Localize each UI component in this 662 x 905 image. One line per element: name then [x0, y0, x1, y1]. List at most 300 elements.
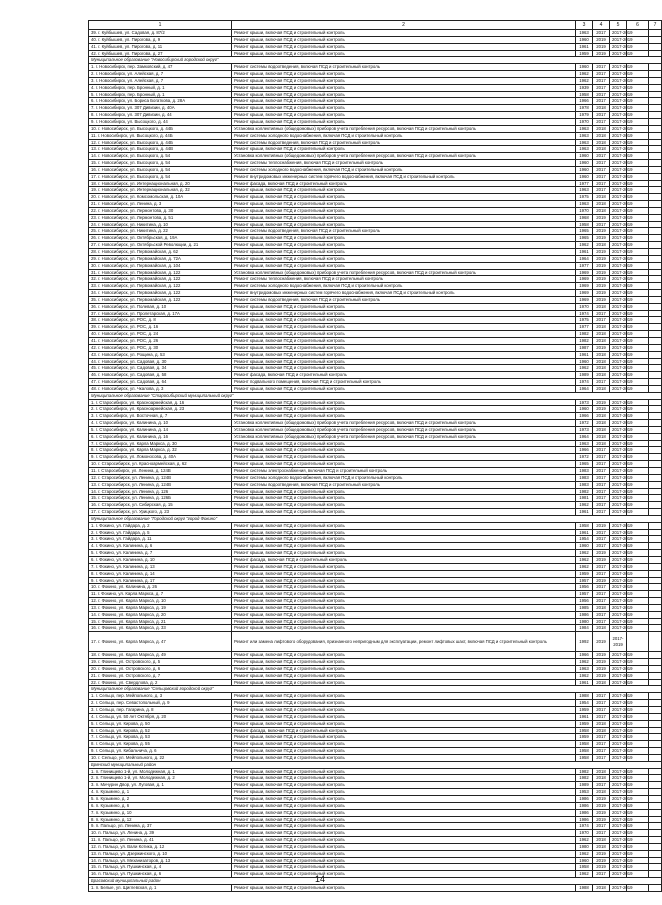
plan-year-cell: 2017 — [593, 591, 610, 598]
work-type-cell: Ремонт системы водоотведения, включая ПСД и строительный контроль — [232, 481, 576, 488]
address-cell — [89, 618, 232, 625]
address-text: г. Старосибирск, ул. Ленина, д. 124В — [97, 468, 171, 473]
work-type-cell: Ремонт крыши, включая ПСД и строительный контроль — [232, 488, 576, 495]
work-type-cell: Ремонт системы водоотведения, включая ПСД и строительный контроль — [232, 64, 576, 71]
row-number: 3. — [91, 77, 95, 83]
build-year-cell: 1969 — [576, 296, 593, 303]
row-number: 26. — [91, 235, 97, 241]
build-year-cell: 1982 — [576, 775, 593, 782]
row-number: 3. — [91, 536, 95, 542]
address-cell — [89, 816, 232, 823]
address-text: г. Фокино, ул. Гайдара, д. 11 — [95, 536, 152, 542]
work-type-cell: Ремонт системы электроснабжения, включая ПСД и строительный контроль — [232, 468, 576, 475]
address-cell — [89, 598, 232, 605]
table-row — [89, 344, 662, 351]
work-type-cell: Ремонт крыши, включая ПСД и строительный контроль — [232, 509, 576, 516]
address-cell — [89, 536, 232, 543]
address-text: г. Новосибирск, ул. Чкалова, д. 3 — [98, 385, 164, 391]
group-header-row — [89, 57, 662, 64]
address-cell — [89, 591, 232, 598]
build-year-cell: 1958 — [576, 221, 593, 228]
plan-year-cell: 2019 — [593, 235, 610, 242]
address-text: г. Старосибирск, ул. Калинина, д. 10 — [95, 420, 168, 426]
period-cell: 2017-2019 — [610, 187, 627, 194]
build-year-cell: 1963 — [576, 665, 593, 672]
address-cell — [89, 632, 232, 652]
build-year-cell: 1963 — [576, 201, 593, 208]
address-text: г. Фокино, ул. Карла Маркса, д. 21 — [98, 618, 166, 624]
work-type-cell: Ремонт крыши, включая ПСД и строительный контроль — [232, 754, 576, 761]
period-cell: 2017-2019 — [610, 173, 627, 180]
row-number: 9. — [91, 823, 95, 829]
plan-year-cell: 2019 — [593, 406, 610, 413]
period-cell: 2017-2019 — [610, 194, 627, 201]
extra-cell-2 — [649, 536, 662, 543]
plan-year-cell: 2017 — [593, 488, 610, 495]
period-cell: 2017-2019 — [610, 563, 627, 570]
period-cell: 2017-2019 — [610, 351, 627, 358]
period-cell: 2017-2019 — [610, 474, 627, 481]
row-number: 12. — [91, 474, 97, 480]
table-row — [89, 385, 662, 392]
build-year-cell: 1988 — [576, 884, 593, 891]
work-type-cell: Ремонт системы холодного водоснабжения, включая ПСД и строительный контроль — [232, 166, 576, 173]
work-type-cell: Ремонт крыши, включая ПСД и строительный контроль — [232, 385, 576, 392]
address-text: г. Новосибирск, ул. Алейская, д. 7 — [95, 77, 164, 83]
extra-cell-2 — [649, 720, 662, 727]
address-cell — [89, 71, 232, 78]
period-cell: 2017-2019 — [610, 652, 627, 659]
extra-cell-2 — [649, 207, 662, 214]
extra-cell-2 — [649, 344, 662, 351]
work-type-cell: Ремонт фасада, включая ПСД и строительный контроль — [232, 372, 576, 379]
table-row — [89, 672, 662, 679]
table-row — [89, 372, 662, 379]
plan-year-cell: 2017 — [593, 64, 610, 71]
work-type-cell: Ремонт крыши, включая ПСД и строительный контроль — [232, 406, 576, 413]
row-number: 43. — [91, 351, 97, 357]
table-row — [89, 665, 662, 672]
address-cell — [89, 36, 232, 43]
plan-year-cell: 2019 — [593, 795, 610, 802]
address-cell — [89, 255, 232, 262]
address-text: г. Новосибирск, ул. Высоцкого, д. 44Б — [98, 125, 173, 131]
extra-cell-2 — [649, 782, 662, 789]
row-number: 8. — [91, 112, 95, 118]
build-year-cell: 1957 — [576, 577, 593, 584]
plan-year-cell: 2019 — [593, 214, 610, 221]
extra-cell-2 — [649, 351, 662, 358]
address-cell — [89, 700, 232, 707]
work-type-cell: Ремонт крыши, включая ПСД и строительный контроль — [232, 864, 576, 871]
group-title: Муниципальное образование "Новосибирский городской округ" — [89, 57, 662, 64]
build-year-cell: 1962 — [576, 556, 593, 563]
plan-year-cell: 2017 — [593, 509, 610, 516]
extra-cell-2 — [649, 385, 662, 392]
address-text: г. Новосибирск, ул. Высоцкого, д. 44В — [98, 146, 174, 152]
period-cell: 2017-2019 — [610, 754, 627, 761]
build-year-cell: 1988 — [576, 693, 593, 700]
work-type-cell: Ремонт системы водоотведения, включая ПСД и строительный контроль — [232, 296, 576, 303]
plan-year-cell: 2017 — [593, 502, 610, 509]
address-cell — [89, 543, 232, 550]
row-number: 45. — [91, 365, 97, 371]
extra-cell-2 — [649, 665, 662, 672]
table-row — [89, 843, 662, 850]
row-number: 39. — [91, 30, 97, 35]
work-type-cell: Ремонт крыши, включая ПСД и строительный контроль — [232, 536, 576, 543]
extra-cell-2 — [649, 433, 662, 440]
address-cell — [89, 139, 232, 146]
work-type-cell: Ремонт крыши, включая ПСД и строительный контроль — [232, 43, 576, 50]
row-number: 15. — [91, 160, 97, 166]
table-row — [89, 823, 662, 830]
work-type-cell: Ремонт крыши, включая ПСД и строительный контроль — [232, 816, 576, 823]
work-type-cell: Ремонт крыши, включая ПСД и строительный контроль — [232, 201, 576, 208]
table-row — [89, 207, 662, 214]
plan-year-cell: 2017 — [593, 118, 610, 125]
period-cell: 2017-2019 — [610, 379, 627, 386]
address-text: п. Кузьмино, д. 10 — [95, 809, 132, 815]
work-type-cell: Ремонт крыши, включая ПСД и строительный контроль — [232, 782, 576, 789]
address-cell — [89, 262, 232, 269]
row-number: 4. — [91, 84, 95, 90]
plan-year-cell: 2019 — [593, 864, 610, 871]
row-number: 31. — [91, 269, 97, 275]
page-number: 14 — [314, 874, 325, 884]
row-number: 7. — [91, 563, 95, 569]
address-text: г. Сельцо, ул. Мейпольного, д. 22 — [98, 754, 165, 760]
build-year-cell: 1939 — [576, 84, 593, 91]
work-type-cell: Ремонт крыши, включая ПСД и строительный контроль — [232, 502, 576, 509]
period-cell: 2017-2019 — [610, 529, 627, 536]
table-row — [89, 454, 662, 461]
row-number: 1. — [91, 768, 95, 774]
period-cell: 2017-2019 — [610, 290, 627, 297]
work-type-cell: Ремонт крыши, включая ПСД и строительный контроль — [232, 563, 576, 570]
address-cell — [89, 317, 232, 324]
period-cell: 2017-2019 — [610, 84, 627, 91]
row-number: 8. — [91, 447, 95, 453]
build-year-cell: 1986 — [576, 809, 593, 816]
address-text: г. Новосибирск, ул. Лермонтова, д. 51 — [98, 214, 174, 220]
plan-year-cell: 2017 — [593, 734, 610, 741]
period-cell: 2017-2019 — [610, 795, 627, 802]
table-row — [89, 830, 662, 837]
build-year-cell: 1969 — [576, 283, 593, 290]
row-number: 8. — [91, 816, 95, 822]
address-text: г. Старосибирск, ул. Ломоносова, д. 40А — [95, 454, 177, 460]
plan-year-cell: 2018 — [593, 884, 610, 891]
plan-year-cell: 2017 — [593, 30, 610, 37]
work-type-cell: Ремонт крыши, включая ПСД и строительный контроль — [232, 249, 576, 256]
row-number: 6. — [91, 556, 95, 562]
address-text: г. Фокино, ул. Калинина, д. 7 — [95, 550, 153, 556]
row-number: 12. — [91, 598, 97, 604]
row-number: 2. — [91, 71, 95, 77]
build-year-cell: 1954 — [576, 700, 593, 707]
plan-year-cell: 2017 — [593, 474, 610, 481]
period-cell: 2017-2019 — [610, 337, 627, 344]
plan-year-cell: 2017 — [593, 570, 610, 577]
table-row — [89, 310, 662, 317]
build-year-cell: 1979 — [576, 112, 593, 119]
address-cell — [89, 385, 232, 392]
period-cell: 2017-2019 — [610, 570, 627, 577]
table-row — [89, 509, 662, 516]
work-type-cell: Ремонт крыши, включая ПСД и строительный контроль — [232, 707, 576, 714]
period-cell: 2017-2019 — [610, 372, 627, 379]
build-year-cell: 1959 — [576, 734, 593, 741]
period-cell: 2017-2019 — [610, 406, 627, 413]
period-cell: 2017-2019 — [610, 884, 627, 891]
address-cell — [89, 509, 232, 516]
plan-year-cell: 2018 — [593, 789, 610, 796]
table-row — [89, 864, 662, 871]
extra-cell-2 — [649, 632, 662, 652]
address-text: г. Старосибирск, ул. Сибирская, д. 15 — [98, 502, 173, 508]
row-number: 48. — [91, 385, 97, 391]
header-col-1: 1 — [89, 21, 232, 30]
table-row — [89, 611, 662, 618]
period-cell: 2017-2019 — [610, 262, 627, 269]
table-row — [89, 502, 662, 509]
table-row — [89, 77, 662, 84]
row-number: 29. — [91, 255, 97, 261]
period-cell: 2017-2019 — [610, 77, 627, 84]
address-cell — [89, 563, 232, 570]
address-cell — [89, 550, 232, 557]
address-text: п. Пальцо, ул. Пушкинская, д. 6 — [98, 871, 162, 877]
table-row — [89, 550, 662, 557]
period-cell: 2017-2019 — [610, 741, 627, 748]
plan-year-cell: 2018 — [593, 604, 610, 611]
extra-cell-2 — [649, 454, 662, 461]
build-year-cell: 1962 — [576, 672, 593, 679]
build-year-cell: 1982 — [576, 768, 593, 775]
address-text: г. Новосибирск, ул. Первомайская, д. 122 — [98, 290, 181, 296]
plan-year-cell: 2017 — [593, 71, 610, 78]
row-number: 16. — [91, 871, 97, 877]
extra-cell-2 — [649, 556, 662, 563]
plan-year-cell: 2018 — [593, 207, 610, 214]
period-cell: 2017-2019 — [610, 112, 627, 119]
address-cell — [89, 830, 232, 837]
row-number: 46. — [91, 372, 97, 378]
build-year-cell: 1958 — [576, 727, 593, 734]
extra-cell-2 — [649, 502, 662, 509]
period-cell: 2017-2019 — [610, 399, 627, 406]
period-cell: 2017-2019 — [610, 550, 627, 557]
row-number: 14. — [91, 611, 97, 617]
build-year-cell: 1970 — [576, 207, 593, 214]
address-text: г. Новосибирск, ул. РОС, д. 24 — [98, 331, 159, 337]
extra-cell-2 — [649, 125, 662, 132]
build-year-cell: 1960 — [576, 160, 593, 167]
work-type-cell: Ремонт системы водоотведения, включая ПСД и строительный контроль — [232, 139, 576, 146]
table-row — [89, 290, 662, 297]
address-cell — [89, 379, 232, 386]
address-cell — [89, 50, 232, 57]
work-type-cell: Ремонт фасада, включая ПСД и строительный контроль — [232, 180, 576, 187]
address-cell — [89, 864, 232, 871]
period-cell: 2017-2019 — [610, 221, 627, 228]
address-cell — [89, 748, 232, 755]
address-text: г. Фокино, ул. Карла Маркса, д. 47 — [98, 638, 166, 644]
extra-cell-2 — [649, 166, 662, 173]
address-cell — [89, 693, 232, 700]
address-cell — [89, 187, 232, 194]
build-year-cell: 1969 — [576, 276, 593, 283]
build-year-cell: 1986 — [576, 795, 593, 802]
address-text: г. Новосибирск, ул. Садовая, д. 64 — [98, 379, 167, 385]
work-type-cell: Ремонт крыши, включая ПСД и строительный контроль — [232, 789, 576, 796]
table-row — [89, 50, 662, 57]
row-number: 12. — [91, 139, 97, 145]
build-year-cell: 1962 — [576, 563, 593, 570]
work-type-cell: Ремонт крыши, включая ПСД и строительный контроль — [232, 550, 576, 557]
extra-cell-2 — [649, 331, 662, 338]
extra-cell-2 — [649, 324, 662, 331]
extra-cell-2 — [649, 105, 662, 112]
plan-year-cell: 2019 — [593, 228, 610, 235]
period-cell: 2017-2019 — [610, 556, 627, 563]
address-cell — [89, 447, 232, 454]
address-cell — [89, 228, 232, 235]
period-cell: 2017-2019 — [610, 823, 627, 830]
row-number: 5. — [91, 426, 95, 432]
row-number: 40. — [91, 36, 97, 42]
extra-cell-2 — [649, 474, 662, 481]
plan-year-cell: 2018 — [593, 420, 610, 427]
work-type-cell: Ремонт крыши, включая ПСД и строительный контроль — [232, 98, 576, 105]
address-cell — [89, 180, 232, 187]
extra-cell-2 — [649, 611, 662, 618]
build-year-cell: 1981 — [576, 495, 593, 502]
table-row — [89, 255, 662, 262]
period-cell: 2017-2019 — [610, 488, 627, 495]
address-text: г. Фокино, ул. Калинина, д. 14 — [95, 570, 155, 576]
work-type-cell: Ремонт крыши, включая ПСД и строительный контроль — [232, 187, 576, 194]
table-row — [89, 118, 662, 125]
extra-cell-2 — [649, 543, 662, 550]
build-year-cell: 1974 — [576, 379, 593, 386]
work-type-cell: Ремонт крыши, включая ПСД и строительный контроль — [232, 570, 576, 577]
row-number: 17. — [91, 638, 97, 644]
table-row — [89, 153, 662, 160]
plan-year-cell: 2017 — [593, 310, 610, 317]
address-cell — [89, 768, 232, 775]
row-number: 14. — [91, 153, 97, 159]
row-number: 22. — [91, 207, 97, 213]
build-year-cell: 1954 — [576, 536, 593, 543]
address-text: г. Новосибирск, ул. Первомайская, д. 122 — [98, 276, 181, 282]
row-number: 7. — [91, 105, 95, 111]
address-text: п. Пальцо, ул. Вали Котика, д. 12 — [98, 843, 165, 849]
work-type-cell: Ремонт крыши, включая ПСД и строительный контроль — [232, 351, 576, 358]
work-type-cell: Ремонт системы теплоснабжения, включая ПСД и строительный контроль — [232, 160, 576, 167]
work-type-cell: Ремонт крыши, включая ПСД и строительный контроль — [232, 358, 576, 365]
address-text: г. Куйбышев, ул. Пирогова, д. 11 — [98, 43, 163, 49]
work-type-cell: Ремонт крыши, включая ПСД и строительный контроль — [232, 454, 576, 461]
plan-year-cell: 2018 — [593, 358, 610, 365]
extra-cell-2 — [649, 221, 662, 228]
work-type-cell: Ремонт крыши, включая ПСД и строительный контроль — [232, 618, 576, 625]
address-cell — [89, 160, 232, 167]
plan-year-cell: 2017 — [593, 707, 610, 714]
plan-year-cell: 2019 — [593, 809, 610, 816]
build-year-cell: 1974 — [576, 823, 593, 830]
row-number: 9. — [91, 577, 95, 583]
build-year-cell: 1983 — [576, 468, 593, 475]
table-row — [89, 707, 662, 714]
table-row — [89, 782, 662, 789]
address-cell — [89, 413, 232, 420]
extra-cell-2 — [649, 153, 662, 160]
period-cell: 2017-2019 — [610, 420, 627, 427]
table-row — [89, 201, 662, 208]
address-text: г. Новосибирск, ул. Октябрьской Революции, д. 21 — [98, 242, 199, 248]
row-number: 47. — [91, 379, 97, 385]
address-text: г. Фокино, ул. Карла Маркса, д. 7 — [97, 591, 164, 597]
table-row — [89, 679, 662, 686]
address-cell — [89, 802, 232, 809]
period-cell: 2017-2019 — [610, 782, 627, 789]
plan-year-cell: 2018 — [593, 679, 610, 686]
plan-year-cell: 2017 — [593, 468, 610, 475]
table-row — [89, 700, 662, 707]
work-type-cell: Ремонт крыши, включая ПСД и строительный контроль — [232, 652, 576, 659]
address-cell — [89, 166, 232, 173]
address-text: г. Новосибирск, ул. 307 Дивизии, д. 44 — [95, 112, 172, 118]
extra-cell-2 — [649, 447, 662, 454]
header-col-2: 2 — [232, 21, 576, 30]
row-number: 18. — [91, 652, 97, 658]
plan-year-cell: 2018 — [593, 365, 610, 372]
table-row — [89, 488, 662, 495]
table-row — [89, 30, 662, 37]
row-number: 20. — [91, 665, 97, 671]
plan-year-cell: 2018 — [593, 413, 610, 420]
work-type-cell: Ремонт крыши, включая ПСД и строительный контроль — [232, 884, 576, 891]
plan-year-cell: 2019 — [593, 276, 610, 283]
address-cell — [89, 344, 232, 351]
extra-cell-2 — [649, 372, 662, 379]
work-type-cell: Ремонт крыши, включая ПСД и строительный контроль — [232, 84, 576, 91]
work-type-cell: Ремонт крыши, включая ПСД и строительный контроль — [232, 194, 576, 201]
row-number: 10. — [91, 125, 97, 131]
build-year-cell: 1957 — [576, 591, 593, 598]
work-type-cell: Ремонт крыши, включая ПСД и строительный контроль — [232, 843, 576, 850]
plan-year-cell: 2017 — [593, 611, 610, 618]
period-cell: 2017-2019 — [610, 584, 627, 591]
plan-year-cell: 2017 — [593, 618, 610, 625]
build-year-cell: 1966 — [576, 413, 593, 420]
address-cell — [89, 468, 232, 475]
build-year-cell: 1977 — [576, 262, 593, 269]
row-number: 13. — [91, 481, 97, 487]
table-row — [89, 748, 662, 755]
work-type-cell: Ремонт крыши, включая ПСД и строительный контроль — [232, 857, 576, 864]
period-cell: 2017-2019 — [610, 850, 627, 857]
table-row — [89, 166, 662, 173]
address-cell — [89, 358, 232, 365]
build-year-cell: 1958 — [576, 754, 593, 761]
address-text: г. Новосибирск, ул. Интернациональная, д. 32 — [98, 187, 190, 193]
work-type-cell: Ремонт крыши, включая ПСД и строительный контроль — [232, 672, 576, 679]
plan-year-cell: 2018 — [593, 201, 610, 208]
table-row — [89, 447, 662, 454]
